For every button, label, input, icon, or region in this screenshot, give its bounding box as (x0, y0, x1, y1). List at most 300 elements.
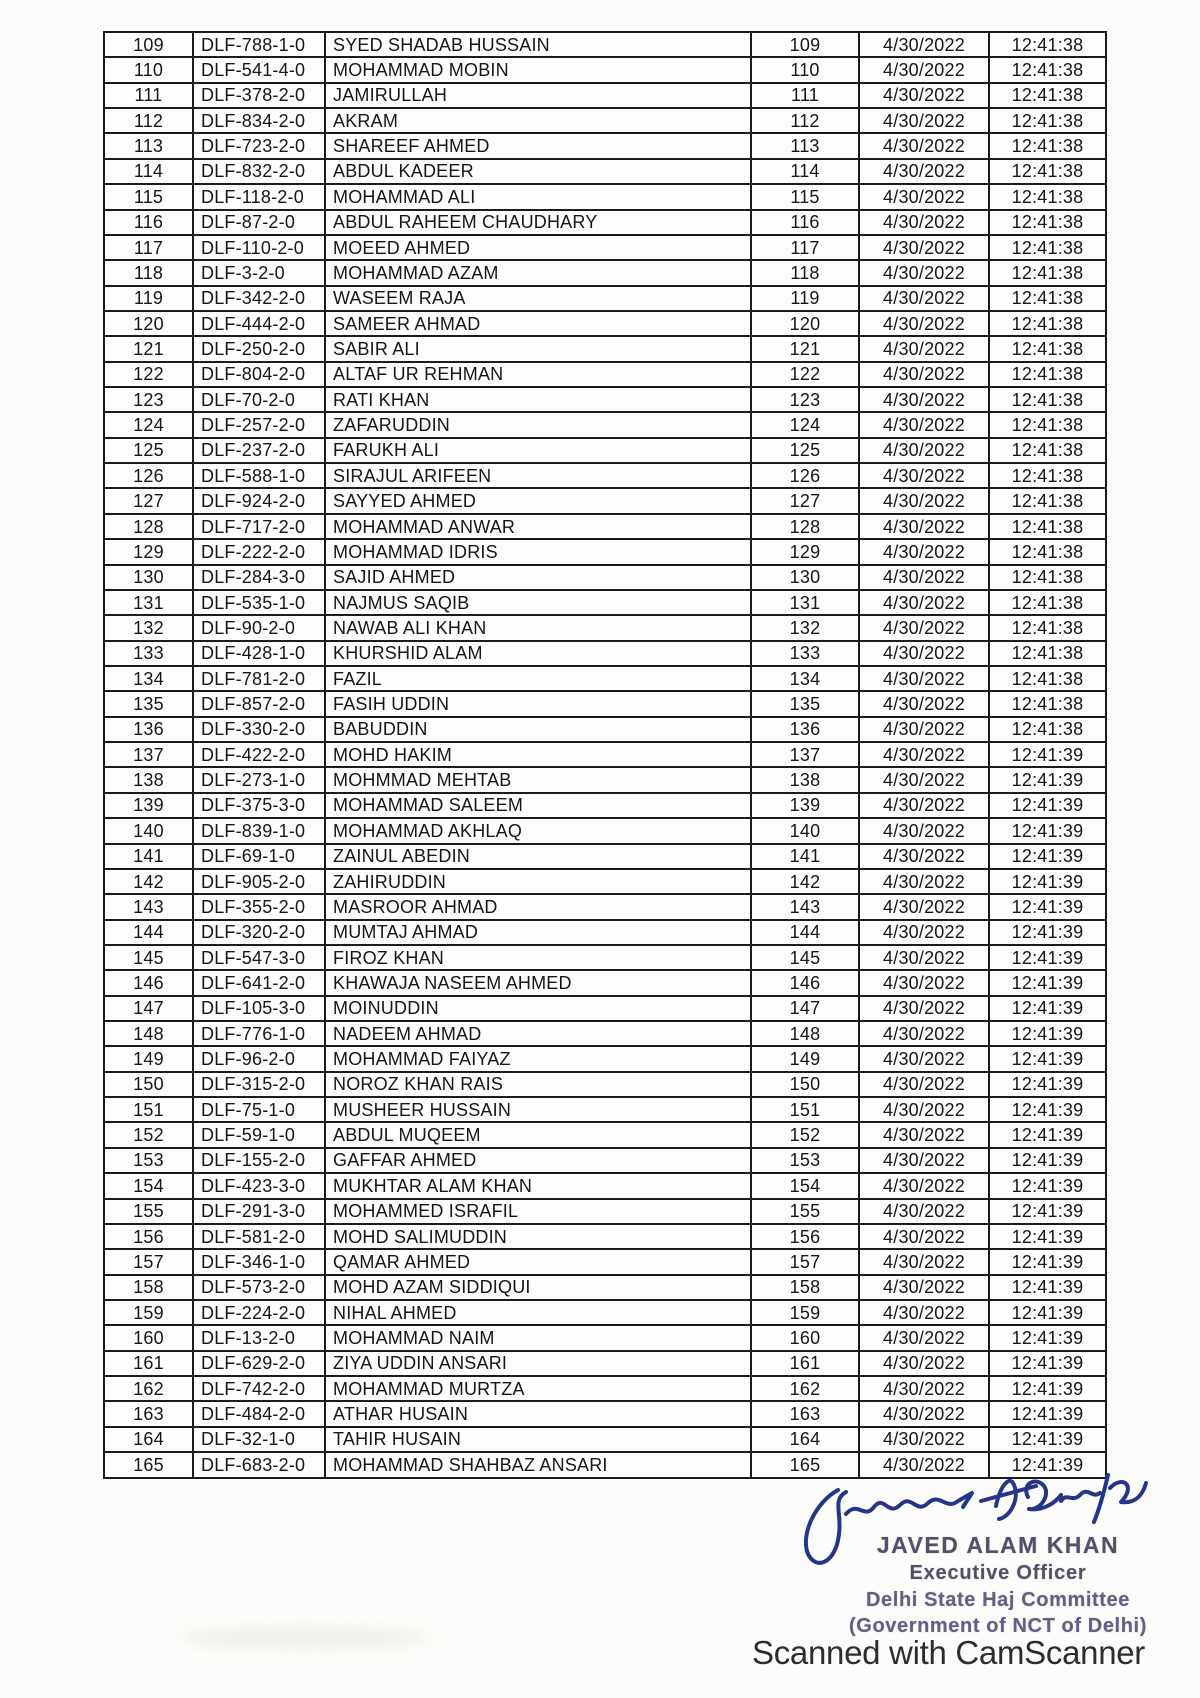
table-row (104, 1046, 1106, 1071)
date-cell: 4/30/2022 (859, 32, 989, 57)
serial-cell: 151 (104, 1097, 193, 1122)
serial-repeat-cell: 153 (751, 1148, 859, 1173)
serial-cell: 165 (104, 1452, 193, 1478)
serial-cell: 156 (104, 1224, 193, 1249)
serial-cell: 116 (104, 210, 193, 235)
time-cell: 12:41:39 (989, 1300, 1106, 1325)
date-cell: 4/30/2022 (859, 590, 989, 615)
serial-cell: 111 (104, 83, 193, 108)
time-cell: 12:41:39 (989, 996, 1106, 1021)
cover-code-cell: DLF-717-2-0 (193, 514, 325, 539)
serial-repeat-cell: 134 (751, 666, 859, 691)
serial-cell: 126 (104, 463, 193, 488)
table-row (104, 844, 1106, 869)
time-cell: 12:41:38 (989, 666, 1106, 691)
cover-code-cell: DLF-59-1-0 (193, 1122, 325, 1147)
serial-repeat-cell: 123 (751, 387, 859, 412)
table-row (104, 666, 1106, 691)
name-cell: ZAFARUDDIN (325, 412, 751, 437)
name-cell: MOHD AZAM SIDDIQUI (325, 1275, 751, 1300)
name-cell: SIRAJUL ARIFEEN (325, 463, 751, 488)
date-cell: 4/30/2022 (859, 1224, 989, 1249)
date-cell: 4/30/2022 (859, 920, 989, 945)
time-cell: 12:41:39 (989, 767, 1106, 792)
name-cell: MUMTAJ AHMAD (325, 920, 751, 945)
name-cell: MOHMMAD MEHTAB (325, 767, 751, 792)
name-cell: SHAREEF AHMED (325, 133, 751, 158)
date-cell: 4/30/2022 (859, 539, 989, 564)
cover-code-cell: DLF-69-1-0 (193, 844, 325, 869)
name-cell: ABDUL KADEER (325, 159, 751, 184)
table-row (104, 920, 1106, 945)
name-cell: MASROOR AHMAD (325, 894, 751, 919)
serial-cell: 115 (104, 184, 193, 209)
table-row (104, 438, 1106, 463)
cover-code-cell: DLF-70-2-0 (193, 387, 325, 412)
serial-cell: 128 (104, 514, 193, 539)
table-row (104, 463, 1106, 488)
time-cell: 12:41:38 (989, 412, 1106, 437)
time-cell: 12:41:39 (989, 1148, 1106, 1173)
cover-code-cell: DLF-547-3-0 (193, 945, 325, 970)
time-cell: 12:41:38 (989, 488, 1106, 513)
table-row (104, 1173, 1106, 1198)
table-row (104, 260, 1106, 285)
table-row (104, 1122, 1106, 1147)
name-cell: NAWAB ALI KHAN (325, 615, 751, 640)
cover-code-cell: DLF-804-2-0 (193, 362, 325, 387)
serial-repeat-cell: 142 (751, 869, 859, 894)
date-cell: 4/30/2022 (859, 1300, 989, 1325)
time-cell: 12:41:39 (989, 1097, 1106, 1122)
serial-repeat-cell: 163 (751, 1401, 859, 1426)
date-cell: 4/30/2022 (859, 1021, 989, 1046)
cover-code-cell: DLF-250-2-0 (193, 336, 325, 361)
cover-code-cell: DLF-346-1-0 (193, 1249, 325, 1274)
table-row (104, 717, 1106, 742)
serial-cell: 163 (104, 1401, 193, 1426)
table-row (104, 83, 1106, 108)
date-cell: 4/30/2022 (859, 1199, 989, 1224)
serial-repeat-cell: 162 (751, 1376, 859, 1401)
serial-cell: 164 (104, 1427, 193, 1452)
date-cell: 4/30/2022 (859, 666, 989, 691)
serial-repeat-cell: 112 (751, 108, 859, 133)
table-row (104, 57, 1106, 82)
serial-repeat-cell: 150 (751, 1072, 859, 1097)
date-cell: 4/30/2022 (859, 894, 989, 919)
cover-code-cell: DLF-832-2-0 (193, 159, 325, 184)
table-row (104, 793, 1106, 818)
serial-cell: 158 (104, 1275, 193, 1300)
date-cell: 4/30/2022 (859, 311, 989, 336)
serial-repeat-cell: 119 (751, 286, 859, 311)
serial-cell: 160 (104, 1325, 193, 1350)
date-cell: 4/30/2022 (859, 210, 989, 235)
name-cell: SAYYED AHMED (325, 488, 751, 513)
serial-cell: 125 (104, 438, 193, 463)
time-cell: 12:41:39 (989, 1351, 1106, 1376)
serial-cell: 122 (104, 362, 193, 387)
serial-repeat-cell: 157 (751, 1249, 859, 1274)
name-cell: WASEEM RAJA (325, 286, 751, 311)
name-cell: MOHAMMAD ALI (325, 184, 751, 209)
cover-code-cell: DLF-273-1-0 (193, 767, 325, 792)
time-cell: 12:41:38 (989, 57, 1106, 82)
serial-repeat-cell: 148 (751, 1021, 859, 1046)
name-cell: ABDUL RAHEEM CHAUDHARY (325, 210, 751, 235)
serial-repeat-cell: 145 (751, 945, 859, 970)
date-cell: 4/30/2022 (859, 235, 989, 260)
date-cell: 4/30/2022 (859, 1173, 989, 1198)
date-cell: 4/30/2022 (859, 184, 989, 209)
table-row (104, 1376, 1106, 1401)
serial-cell: 147 (104, 996, 193, 1021)
table-row (104, 742, 1106, 767)
time-cell: 12:41:38 (989, 438, 1106, 463)
date-cell: 4/30/2022 (859, 488, 989, 513)
serial-cell: 137 (104, 742, 193, 767)
name-cell: KHAWAJA NASEEM AHMED (325, 970, 751, 995)
cover-code-cell: DLF-224-2-0 (193, 1300, 325, 1325)
table-row (104, 945, 1106, 970)
date-cell: 4/30/2022 (859, 793, 989, 818)
serial-repeat-cell: 155 (751, 1199, 859, 1224)
time-cell: 12:41:39 (989, 1427, 1106, 1452)
time-cell: 12:41:38 (989, 387, 1106, 412)
table-row (104, 970, 1106, 995)
table-row (104, 818, 1106, 843)
date-cell: 4/30/2022 (859, 108, 989, 133)
serial-repeat-cell: 161 (751, 1351, 859, 1376)
name-cell: NOROZ KHAN RAIS (325, 1072, 751, 1097)
table-row (104, 1300, 1106, 1325)
serial-repeat-cell: 111 (751, 83, 859, 108)
table-row (104, 514, 1106, 539)
cover-code-cell: DLF-320-2-0 (193, 920, 325, 945)
table-row (104, 539, 1106, 564)
time-cell: 12:41:38 (989, 691, 1106, 716)
time-cell: 12:41:38 (989, 463, 1106, 488)
time-cell: 12:41:39 (989, 818, 1106, 843)
time-cell: 12:41:38 (989, 311, 1106, 336)
table-row (104, 1224, 1106, 1249)
name-cell: MOHD HAKIM (325, 742, 751, 767)
name-cell: BABUDDIN (325, 717, 751, 742)
date-cell: 4/30/2022 (859, 869, 989, 894)
cover-code-cell: DLF-375-3-0 (193, 793, 325, 818)
scan-smudge-artifact (180, 1628, 430, 1648)
serial-repeat-cell: 158 (751, 1275, 859, 1300)
serial-cell: 138 (104, 767, 193, 792)
name-cell: MOHAMMAD SALEEM (325, 793, 751, 818)
serial-cell: 117 (104, 235, 193, 260)
cover-code-cell: DLF-629-2-0 (193, 1351, 325, 1376)
serial-cell: 146 (104, 970, 193, 995)
time-cell: 12:41:38 (989, 210, 1106, 235)
serial-repeat-cell: 160 (751, 1325, 859, 1350)
serial-cell: 162 (104, 1376, 193, 1401)
cover-code-cell: DLF-905-2-0 (193, 869, 325, 894)
table-row (104, 412, 1106, 437)
serial-cell: 152 (104, 1122, 193, 1147)
time-cell: 12:41:39 (989, 793, 1106, 818)
date-cell: 4/30/2022 (859, 159, 989, 184)
time-cell: 12:41:38 (989, 260, 1106, 285)
table-row (104, 1249, 1106, 1274)
cover-code-cell: DLF-776-1-0 (193, 1021, 325, 1046)
serial-cell: 109 (104, 32, 193, 57)
date-cell: 4/30/2022 (859, 1072, 989, 1097)
serial-cell: 161 (104, 1351, 193, 1376)
cover-code-cell: DLF-155-2-0 (193, 1148, 325, 1173)
name-cell: MOHAMMAD NAIM (325, 1325, 751, 1350)
serial-repeat-cell: 132 (751, 615, 859, 640)
serial-repeat-cell: 110 (751, 57, 859, 82)
date-cell: 4/30/2022 (859, 387, 989, 412)
serial-cell: 113 (104, 133, 193, 158)
serial-repeat-cell: 164 (751, 1427, 859, 1452)
date-cell: 4/30/2022 (859, 1148, 989, 1173)
time-cell: 12:41:39 (989, 1173, 1106, 1198)
cover-code-cell: DLF-257-2-0 (193, 412, 325, 437)
cover-code-cell: DLF-291-3-0 (193, 1199, 325, 1224)
table-row (104, 1148, 1106, 1173)
date-cell: 4/30/2022 (859, 844, 989, 869)
serial-cell: 127 (104, 488, 193, 513)
name-cell: SABIR ALI (325, 336, 751, 361)
cover-code-cell: DLF-222-2-0 (193, 539, 325, 564)
serial-repeat-cell: 125 (751, 438, 859, 463)
cover-code-cell: DLF-3-2-0 (193, 260, 325, 285)
time-cell: 12:41:39 (989, 1072, 1106, 1097)
serial-cell: 134 (104, 666, 193, 691)
cover-code-cell: DLF-110-2-0 (193, 235, 325, 260)
serial-cell: 118 (104, 260, 193, 285)
name-cell: KHURSHID ALAM (325, 641, 751, 666)
name-cell: MOHAMMAD SHAHBAZ ANSARI (325, 1452, 751, 1478)
serial-cell: 112 (104, 108, 193, 133)
serial-cell: 132 (104, 615, 193, 640)
serial-repeat-cell: 143 (751, 894, 859, 919)
table-row (104, 210, 1106, 235)
serial-cell: 121 (104, 336, 193, 361)
date-cell: 4/30/2022 (859, 1376, 989, 1401)
name-cell: JAMIRULLAH (325, 83, 751, 108)
date-cell: 4/30/2022 (859, 1325, 989, 1350)
serial-cell: 139 (104, 793, 193, 818)
cover-code-cell: DLF-683-2-0 (193, 1452, 325, 1478)
serial-repeat-cell: 116 (751, 210, 859, 235)
serial-repeat-cell: 141 (751, 844, 859, 869)
name-cell: MOHAMMAD AZAM (325, 260, 751, 285)
time-cell: 12:41:39 (989, 920, 1106, 945)
serial-cell: 133 (104, 641, 193, 666)
date-cell: 4/30/2022 (859, 565, 989, 590)
name-cell: FARUKH ALI (325, 438, 751, 463)
table-row (104, 362, 1106, 387)
date-cell: 4/30/2022 (859, 996, 989, 1021)
table-row (104, 1325, 1106, 1350)
stamp-officer-name: JAVED ALAM KHAN (876, 1532, 1120, 1558)
serial-repeat-cell: 126 (751, 463, 859, 488)
time-cell: 12:41:39 (989, 844, 1106, 869)
records-table-body (104, 32, 1106, 1478)
serial-repeat-cell: 139 (751, 793, 859, 818)
date-cell: 4/30/2022 (859, 615, 989, 640)
name-cell: MOHAMMAD ANWAR (325, 514, 751, 539)
name-cell: AKRAM (325, 108, 751, 133)
serial-repeat-cell: 159 (751, 1300, 859, 1325)
name-cell: MOHAMMAD IDRIS (325, 539, 751, 564)
name-cell: MUSHEER HUSSAIN (325, 1097, 751, 1122)
time-cell: 12:41:38 (989, 159, 1106, 184)
table-row (104, 311, 1106, 336)
date-cell: 4/30/2022 (859, 1046, 989, 1071)
cover-code-cell: DLF-118-2-0 (193, 184, 325, 209)
cover-code-cell: DLF-723-2-0 (193, 133, 325, 158)
cover-code-cell: DLF-781-2-0 (193, 666, 325, 691)
table-row (104, 108, 1106, 133)
date-cell: 4/30/2022 (859, 767, 989, 792)
serial-repeat-cell: 131 (751, 590, 859, 615)
serial-cell: 141 (104, 844, 193, 869)
table-row (104, 894, 1106, 919)
name-cell: ABDUL MUQEEM (325, 1122, 751, 1147)
serial-repeat-cell: 117 (751, 235, 859, 260)
table-row (104, 133, 1106, 158)
name-cell: ATHAR HUSAIN (325, 1401, 751, 1426)
date-cell: 4/30/2022 (859, 717, 989, 742)
cover-code-cell: DLF-573-2-0 (193, 1275, 325, 1300)
table-row (104, 590, 1106, 615)
cover-code-cell: DLF-284-3-0 (193, 565, 325, 590)
cover-code-cell: DLF-342-2-0 (193, 286, 325, 311)
serial-repeat-cell: 140 (751, 818, 859, 843)
time-cell: 12:41:39 (989, 1046, 1106, 1071)
stamp-designation: Executive Officer (909, 1562, 1087, 1584)
serial-cell: 110 (104, 57, 193, 82)
time-cell: 12:41:38 (989, 590, 1106, 615)
serial-repeat-cell: 144 (751, 920, 859, 945)
table-row (104, 1199, 1106, 1224)
date-cell: 4/30/2022 (859, 1097, 989, 1122)
date-cell: 4/30/2022 (859, 1351, 989, 1376)
cover-code-cell: DLF-75-1-0 (193, 1097, 325, 1122)
serial-repeat-cell: 128 (751, 514, 859, 539)
serial-cell: 153 (104, 1148, 193, 1173)
time-cell: 12:41:38 (989, 286, 1106, 311)
date-cell: 4/30/2022 (859, 970, 989, 995)
table-row (104, 184, 1106, 209)
name-cell: FAZIL (325, 666, 751, 691)
table-row (104, 336, 1106, 361)
cover-code-cell: DLF-32-1-0 (193, 1427, 325, 1452)
name-cell: SAMEER AHMAD (325, 311, 751, 336)
serial-cell: 136 (104, 717, 193, 742)
cover-code-cell: DLF-839-1-0 (193, 818, 325, 843)
serial-repeat-cell: 151 (751, 1097, 859, 1122)
cover-code-cell: DLF-355-2-0 (193, 894, 325, 919)
time-cell: 12:41:38 (989, 336, 1106, 361)
date-cell: 4/30/2022 (859, 818, 989, 843)
name-cell: MOHD SALIMUDDIN (325, 1224, 751, 1249)
table-row (104, 1072, 1106, 1097)
date-cell: 4/30/2022 (859, 438, 989, 463)
date-cell: 4/30/2022 (859, 742, 989, 767)
name-cell: ZIYA UDDIN ANSARI (325, 1351, 751, 1376)
table-row (104, 641, 1106, 666)
table-row (104, 869, 1106, 894)
serial-repeat-cell: 156 (751, 1224, 859, 1249)
time-cell: 12:41:38 (989, 362, 1106, 387)
time-cell: 12:41:38 (989, 83, 1106, 108)
name-cell: MUKHTAR ALAM KHAN (325, 1173, 751, 1198)
serial-repeat-cell: 133 (751, 641, 859, 666)
table-row (104, 565, 1106, 590)
time-cell: 12:41:39 (989, 1401, 1106, 1426)
cover-code-cell: DLF-535-1-0 (193, 590, 325, 615)
time-cell: 12:41:39 (989, 894, 1106, 919)
time-cell: 12:41:38 (989, 615, 1106, 640)
serial-repeat-cell: 115 (751, 184, 859, 209)
serial-cell: 142 (104, 869, 193, 894)
table-row (104, 615, 1106, 640)
date-cell: 4/30/2022 (859, 1427, 989, 1452)
serial-repeat-cell: 121 (751, 336, 859, 361)
serial-cell: 124 (104, 412, 193, 437)
table-row (104, 235, 1106, 260)
time-cell: 12:41:39 (989, 1199, 1106, 1224)
date-cell: 4/30/2022 (859, 691, 989, 716)
date-cell: 4/30/2022 (859, 412, 989, 437)
serial-cell: 130 (104, 565, 193, 590)
stamp-organization: Delhi State Haj Committee (866, 1589, 1130, 1611)
serial-cell: 131 (104, 590, 193, 615)
name-cell: ALTAF UR REHMAN (325, 362, 751, 387)
date-cell: 4/30/2022 (859, 1249, 989, 1274)
serial-repeat-cell: 152 (751, 1122, 859, 1147)
serial-repeat-cell: 136 (751, 717, 859, 742)
name-cell: TAHIR HUSAIN (325, 1427, 751, 1452)
table-row (104, 1097, 1106, 1122)
time-cell: 12:41:39 (989, 1021, 1106, 1046)
serial-cell: 135 (104, 691, 193, 716)
cover-code-cell: DLF-330-2-0 (193, 717, 325, 742)
table-row (104, 286, 1106, 311)
serial-cell: 155 (104, 1199, 193, 1224)
time-cell: 12:41:39 (989, 869, 1106, 894)
serial-repeat-cell: 130 (751, 565, 859, 590)
serial-cell: 159 (104, 1300, 193, 1325)
name-cell: QAMAR AHMED (325, 1249, 751, 1274)
cover-code-cell: DLF-428-1-0 (193, 641, 325, 666)
serial-cell: 154 (104, 1173, 193, 1198)
cover-code-cell: DLF-87-2-0 (193, 210, 325, 235)
date-cell: 4/30/2022 (859, 641, 989, 666)
cover-code-cell: DLF-742-2-0 (193, 1376, 325, 1401)
cover-code-cell: DLF-237-2-0 (193, 438, 325, 463)
date-cell: 4/30/2022 (859, 286, 989, 311)
serial-repeat-cell: 154 (751, 1173, 859, 1198)
name-cell: MOHAMMED ISRAFIL (325, 1199, 751, 1224)
table-row (104, 1401, 1106, 1426)
table-row (104, 1021, 1106, 1046)
time-cell: 12:41:39 (989, 1376, 1106, 1401)
name-cell: ZAHIRUDDIN (325, 869, 751, 894)
date-cell: 4/30/2022 (859, 514, 989, 539)
serial-cell: 123 (104, 387, 193, 412)
